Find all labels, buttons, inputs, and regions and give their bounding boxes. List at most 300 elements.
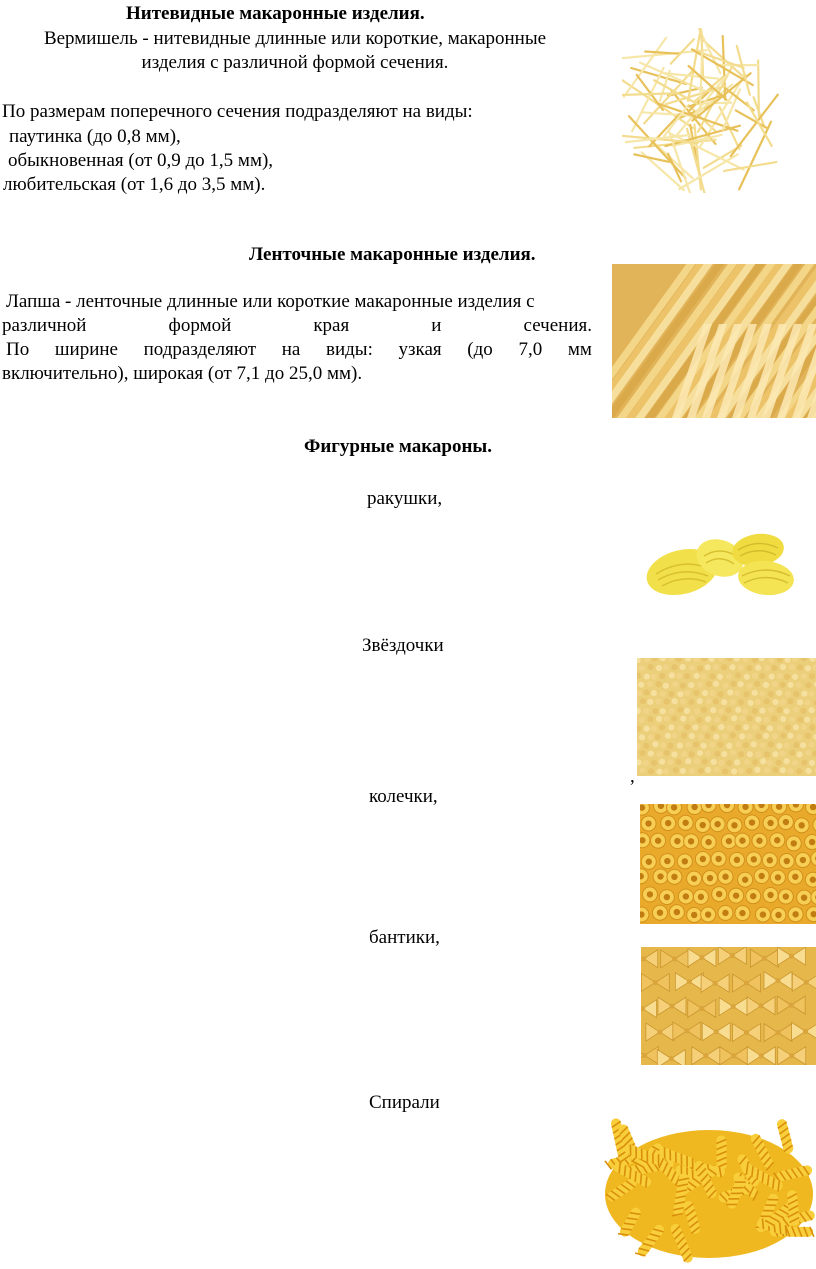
star-grain (656, 751, 662, 757)
star-grain (643, 743, 649, 749)
star-grain (744, 674, 750, 680)
bow-piece-knot (804, 980, 809, 985)
bow-piece-knot (657, 1029, 662, 1034)
star-grain (680, 683, 686, 689)
star-grain (797, 716, 803, 722)
star-grain (805, 733, 811, 739)
ring-hole (657, 909, 663, 915)
star-grain (739, 715, 745, 721)
bow-piece-knot (713, 981, 718, 986)
star-grain (656, 681, 662, 687)
star-grain (796, 682, 802, 688)
ring-hole (726, 838, 732, 844)
star-grain (648, 734, 654, 740)
star-grain (769, 673, 775, 679)
star-grain (793, 691, 799, 697)
ring-hole (647, 891, 653, 897)
star-grain (652, 708, 658, 714)
star-grain (771, 715, 777, 721)
star-grain (637, 673, 641, 679)
bow-piece-knot (653, 980, 658, 985)
ring-hole (798, 822, 804, 828)
ring-hole (760, 911, 766, 917)
star-grain (729, 664, 735, 670)
star-grain (693, 741, 699, 747)
star-grain (801, 673, 807, 679)
star-grain (684, 673, 690, 679)
star-grain (743, 691, 749, 697)
star-grain (801, 724, 807, 730)
star-grain (768, 691, 774, 697)
star-grain (760, 758, 766, 764)
star-grain (787, 682, 793, 688)
star-grain (768, 658, 774, 663)
bow-piece-knot (731, 1004, 736, 1009)
star-grain (738, 751, 744, 757)
star-grain (676, 673, 682, 679)
star-grain (664, 698, 670, 704)
star-grain (812, 664, 816, 670)
star-grain (675, 759, 681, 765)
star-grain (805, 750, 811, 756)
ring-hole (750, 893, 756, 899)
ring-pasta-pieces (640, 804, 816, 924)
star-grain (686, 742, 692, 748)
star-grain (660, 742, 666, 748)
star-grain (710, 725, 716, 731)
ring-hole (700, 856, 706, 862)
star-grain (755, 751, 761, 757)
star-grain (680, 716, 686, 722)
star-grain (764, 665, 770, 671)
star-grain (804, 699, 810, 705)
star-grain (667, 759, 673, 765)
star-grain (759, 673, 765, 679)
star-grain (718, 658, 724, 661)
star-grain (773, 767, 779, 773)
star-grain (693, 673, 699, 679)
ring-hole (657, 873, 663, 879)
ring-hole (705, 911, 711, 917)
ring-hole (714, 821, 720, 827)
star-grain (663, 715, 669, 721)
star-grain (681, 732, 687, 738)
shells-illustration (642, 528, 800, 604)
star-grain (793, 724, 799, 730)
star-grain (808, 691, 814, 697)
star-grain (726, 760, 732, 766)
star-grain (705, 750, 711, 756)
star-grain (698, 768, 704, 774)
ring-hole (705, 839, 711, 845)
star-grain (751, 741, 757, 747)
star-grain (773, 699, 779, 705)
star-grain (713, 681, 719, 687)
stars-photo (637, 658, 816, 776)
star-grain (696, 717, 702, 723)
star-grain (775, 760, 781, 766)
ring-hole (749, 819, 755, 825)
star-grain (780, 664, 786, 670)
noodles-line3 (6, 338, 592, 362)
star-grain (647, 716, 653, 722)
bow-piece-knot (669, 1004, 674, 1009)
star-grain (689, 733, 695, 739)
star-grain (701, 707, 707, 713)
word: различной (2, 315, 87, 336)
star-grain (760, 725, 766, 731)
star-grain (677, 725, 683, 731)
star-grain (797, 699, 803, 705)
star-grain (652, 658, 658, 661)
star-grain (739, 733, 745, 739)
bow-piece-knot (672, 956, 677, 961)
star-grain (789, 717, 795, 723)
star-grain (672, 698, 678, 704)
star-grain (656, 716, 662, 722)
star-grain (768, 741, 774, 747)
star-grain (689, 715, 695, 721)
ring-hole (767, 892, 773, 898)
star-grain (721, 664, 727, 670)
star-grain (655, 734, 661, 740)
bow-piece-knot (714, 1029, 719, 1034)
star-grain (735, 725, 741, 731)
star-grain (785, 691, 791, 697)
bow-piece-knot (641, 1006, 645, 1011)
star-grain (701, 743, 707, 749)
star-grain (714, 751, 720, 757)
bow-piece-knot (642, 1053, 647, 1058)
shaped-item-rings: колечки, (369, 786, 438, 807)
noodles-photo (612, 264, 816, 418)
ring-hole (792, 874, 798, 880)
star-grain (643, 760, 649, 766)
star-grain (713, 664, 719, 670)
star-grain (704, 664, 710, 670)
star-grain (685, 758, 691, 764)
ring-hole (775, 874, 781, 880)
ring-hole (674, 838, 680, 844)
star-grain (709, 690, 715, 696)
star-grain (709, 742, 715, 748)
star-grain (767, 760, 773, 766)
star-grain (664, 750, 670, 756)
star-grain (717, 674, 723, 680)
ring-hole (742, 877, 748, 883)
star-grain (806, 768, 812, 774)
vermicelli-strand (645, 52, 680, 54)
star-grain (747, 700, 753, 706)
star-grain (772, 751, 778, 757)
star-grain (689, 768, 695, 774)
star-grain (731, 768, 737, 774)
ring-hole (691, 875, 697, 881)
star-grain (726, 658, 732, 661)
ring-hole (671, 874, 677, 880)
star-grain (812, 751, 816, 757)
star-grain (808, 741, 814, 747)
ring-hole (731, 822, 737, 828)
star-grain (680, 664, 686, 670)
bow-piece-knot (803, 1029, 808, 1034)
star-grain (772, 681, 778, 687)
bow-piece-knot (699, 1006, 704, 1011)
star-grain (651, 690, 657, 696)
ring-hole (698, 894, 704, 900)
star-grain (659, 673, 665, 679)
star-grain (688, 682, 694, 688)
star-grain (797, 751, 803, 757)
word: узкая (398, 339, 442, 360)
word: мм (567, 339, 592, 360)
star-grain (713, 734, 719, 740)
star-grain (801, 690, 807, 696)
star-grain (777, 673, 783, 679)
star-grain (734, 759, 740, 765)
star-grain (779, 699, 785, 705)
star-grain (755, 716, 761, 722)
star-grain (754, 767, 760, 773)
bows-photo (641, 947, 816, 1065)
vermicelli-photo (622, 28, 784, 193)
star-grain (680, 698, 686, 704)
star-grain (668, 691, 674, 697)
star-grain (673, 767, 679, 773)
ring-hole (722, 910, 728, 916)
ring-hole (674, 909, 680, 915)
star-grain (652, 741, 658, 747)
star-grain (722, 768, 728, 774)
star-grain (735, 741, 741, 747)
bow-piece-knot (775, 978, 780, 983)
star-grain (710, 707, 716, 713)
word: сечения. (523, 315, 592, 336)
star-grain (738, 681, 744, 687)
star-grain (706, 698, 712, 704)
vermicelli-type-item: паутинка (до 0,8 мм), (9, 126, 181, 147)
star-grain (784, 708, 790, 714)
star-grain (792, 760, 798, 766)
star-grain (647, 699, 653, 705)
star-grain (776, 743, 782, 749)
star-grain (697, 665, 703, 671)
ring-hole (801, 894, 807, 900)
bow-piece-knot (699, 955, 704, 960)
star-grain (671, 751, 677, 757)
star-grain (669, 672, 675, 678)
star-grain (681, 751, 687, 757)
ring-hole (810, 877, 816, 883)
star-grain (727, 689, 733, 695)
ring-hole (700, 822, 706, 828)
star-grain (697, 698, 703, 704)
star-grain (639, 767, 645, 773)
star-grain (771, 733, 777, 739)
star-grain (726, 674, 732, 680)
star-grain (738, 664, 744, 670)
bow-piece-knot (789, 954, 794, 959)
star-grain (776, 707, 782, 713)
star-grain (809, 760, 815, 766)
star-grain (777, 658, 783, 663)
star-grain (787, 733, 793, 739)
ring-hole (665, 820, 671, 826)
star-grain (693, 690, 699, 696)
ring-hole (664, 858, 670, 864)
bow-piece-knot (744, 980, 749, 985)
star-grain (677, 691, 683, 697)
ring-hole (809, 839, 815, 845)
star-grain (659, 724, 665, 730)
star-grain (698, 734, 704, 740)
ring-hole (758, 873, 764, 879)
star-grain (752, 708, 758, 714)
star-grain (717, 742, 723, 748)
star-grain (713, 698, 719, 704)
star-grain (801, 658, 807, 661)
star-grain (780, 682, 786, 688)
star-grain (680, 768, 686, 774)
star-grain (746, 683, 752, 689)
star-grain (637, 708, 641, 714)
ring-hole (800, 857, 806, 863)
star-grain (759, 658, 765, 661)
star-grain (797, 664, 803, 670)
star-grain (809, 725, 815, 731)
spiral-pasta-pieces (597, 1112, 816, 1269)
star-grain (726, 743, 732, 749)
ring-hole (775, 912, 781, 918)
star-grain (651, 674, 657, 680)
vermicelli-type-item: обыкновенная (от 0,9 до 1,5 мм), (8, 150, 274, 171)
star-grain (752, 724, 758, 730)
ring-hole (688, 838, 694, 844)
bow-piece-knot (669, 1056, 674, 1061)
ring-hole (756, 838, 762, 844)
ring-hole (646, 859, 652, 865)
star-grain (692, 724, 698, 730)
star-grain (638, 665, 644, 671)
star-grain (721, 751, 727, 757)
ring-hole (733, 892, 739, 898)
star-grain (789, 664, 795, 670)
star-grain (779, 751, 785, 757)
shaped-item-shells: ракушки, (367, 488, 443, 509)
star-grain (637, 743, 641, 749)
star-grain (651, 760, 657, 766)
word: на (281, 339, 301, 360)
star-grain (671, 664, 677, 670)
star-grain (647, 681, 653, 687)
ring-hole (691, 912, 697, 918)
star-grain (752, 690, 758, 696)
star-grain (663, 683, 669, 689)
ring-hole (783, 893, 789, 899)
star-grain (660, 708, 666, 714)
star-grain (684, 690, 690, 696)
star-grain (783, 742, 789, 748)
word: ширине (54, 339, 118, 360)
word: подразделяют (143, 339, 257, 360)
star-grain (804, 717, 810, 723)
noodles-line1: Лапша - ленточные длинные или короткие макаронные изделия с (6, 291, 535, 312)
star-grain (764, 751, 770, 757)
bow-piece-knot (641, 956, 646, 961)
bow-piece-knot (758, 1003, 763, 1008)
star-grain (671, 732, 677, 738)
star-grain (702, 725, 708, 731)
ring-hole (767, 857, 773, 863)
star-grain (808, 707, 814, 713)
star-grain (763, 733, 769, 739)
bow-piece-knot (687, 979, 692, 984)
star-grain (689, 665, 695, 671)
star-grain (651, 725, 657, 731)
star-grain (721, 699, 727, 705)
star-grain (684, 724, 690, 730)
star-grain (713, 767, 719, 773)
bow-piece-knot (775, 1030, 780, 1035)
bow-piece-knot (703, 1053, 708, 1058)
star-grain (738, 768, 744, 774)
ring-hole (691, 804, 697, 810)
star-grain (638, 682, 644, 688)
star-grain (752, 673, 758, 679)
vermicelli-strand (739, 122, 771, 190)
star-grain (796, 734, 802, 740)
star-grain (639, 734, 645, 740)
star-grain (709, 673, 715, 679)
star-grain (669, 708, 675, 714)
vermicelli-definition-line2: изделия с различной формой сечения. (141, 52, 449, 73)
ring-hole (783, 819, 789, 825)
ring-hole (784, 858, 790, 864)
star-grain (644, 673, 650, 679)
ring-hole (682, 858, 688, 864)
vermicelli-heading: Нитевидные макаронные изделия. (126, 3, 425, 24)
star-grain (763, 717, 769, 723)
star-grain (784, 658, 790, 663)
star-grain (697, 681, 703, 687)
star-grain (738, 699, 744, 705)
bow-pasta-pieces (641, 947, 816, 1065)
star-grain (676, 658, 682, 662)
ring-hole (716, 891, 722, 897)
star-grain (668, 658, 674, 662)
star-grain (759, 708, 765, 714)
star-grain (754, 681, 760, 687)
star-grain (752, 658, 758, 663)
shaped-item-spirals: Спирали (369, 1092, 440, 1113)
ring-hole (715, 856, 721, 862)
star-grain (755, 699, 761, 705)
rings-photo (640, 804, 816, 924)
star-grain (637, 726, 641, 732)
star-grain (746, 665, 752, 671)
star-grain (800, 742, 806, 748)
ring-hole (739, 837, 745, 843)
word: По (6, 339, 30, 360)
star-grain (776, 690, 782, 696)
ring-hole (722, 874, 728, 880)
spirals-photo (597, 1112, 816, 1269)
star-grain (764, 767, 770, 773)
star-grain (746, 768, 752, 774)
ring-hole (767, 820, 773, 826)
star-grain (660, 658, 666, 661)
star-grain (789, 750, 795, 756)
